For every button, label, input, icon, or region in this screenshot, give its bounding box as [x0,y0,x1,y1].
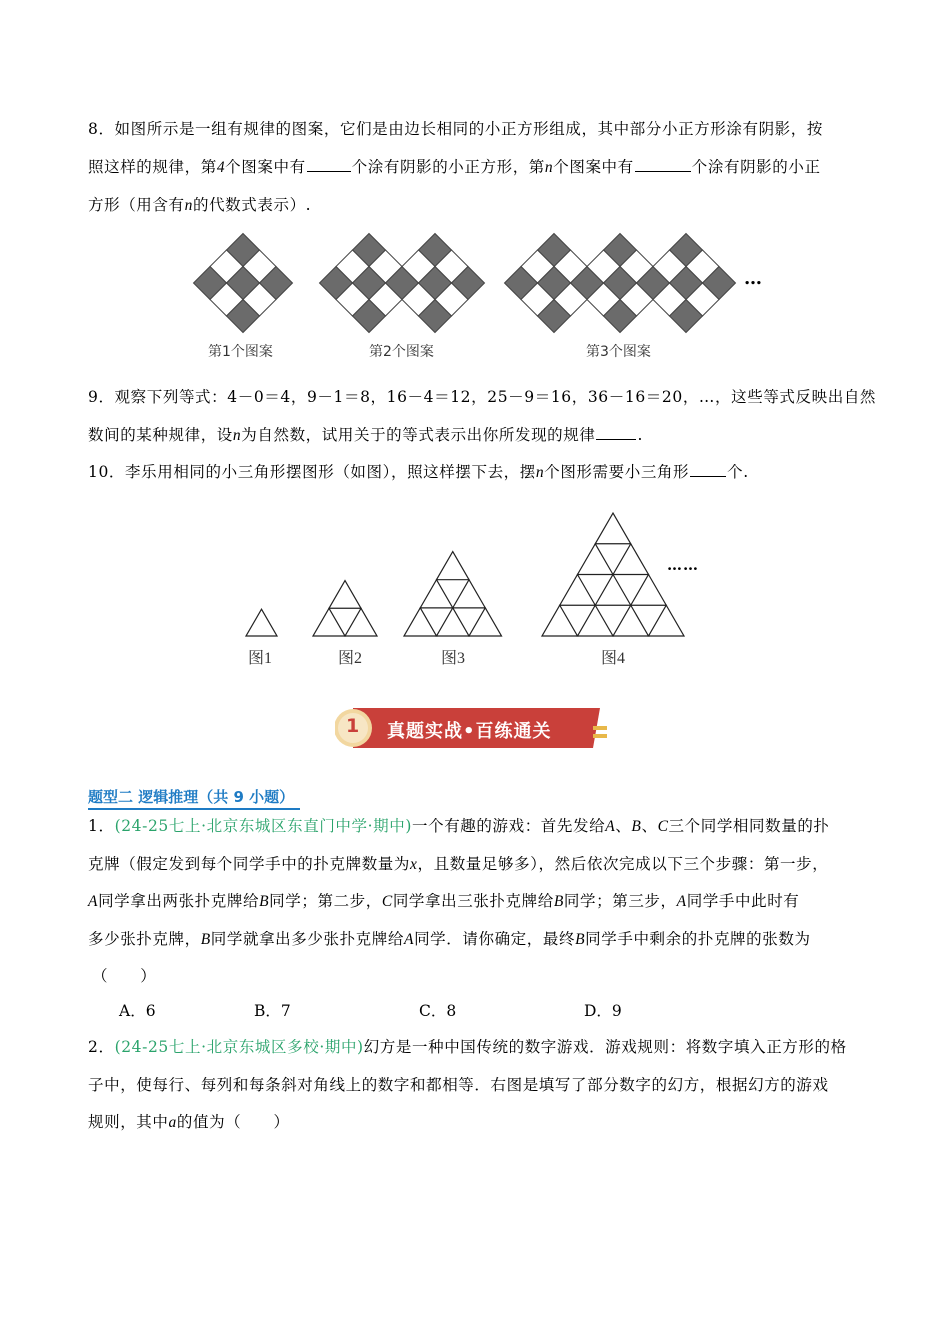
option-c[interactable]: C．8 [419,1002,457,1020]
triangle-caption-4: 图4 [601,650,626,667]
small-triangle [329,581,361,609]
triangle-figures [0,0,950,640]
option-b[interactable]: B．7 [254,1002,291,1020]
small-triangle [469,608,502,636]
pattern-caption-2: 第2个图案 [369,344,434,360]
small-triangle [613,605,649,636]
small-triangle [420,580,453,608]
q10-line-1: 10．李乐用相同的小三角形摆图形（如图），照这样摆下去，摆n个图形需要小三角形 个. [88,463,749,481]
small-triangle [404,608,437,636]
section-title: 题型二 逻辑推理（共 9 小题） [88,786,300,810]
option-a[interactable]: A．6 [119,1002,156,1020]
banner-title: 真题实战•百练通关 [387,721,552,742]
p1-line-4: 多少张扑克牌，B同学就拿出多少张扑克牌给A同学．请你确定，最终B同学手中剩余的扑克牌的张数为 [88,930,811,948]
triangle-ellipsis: …… [667,556,699,574]
p1-line-1: 1．(24-25七上·北京东城区东直门中学·期中)一个有趣的游戏：首先发给A、B、C三个同学相同数量的扑 [88,817,830,835]
small-triangle [437,552,470,580]
p1-answer-paren: （ ） [92,967,157,985]
small-triangle [345,608,377,636]
p2-line-3: 规则，其中a的值为（ ） [88,1113,290,1131]
q8-line-3: 方形（用含有n的代数式表示）. [88,196,312,214]
triangle-caption-1: 图1 [248,650,273,667]
section-banner [335,706,615,750]
pattern-caption-3: 第3个图案 [586,344,651,360]
option-d[interactable]: D．9 [584,1002,622,1020]
small-triangle [631,575,667,606]
triangle-caption-2: 图2 [338,650,363,667]
small-triangle [595,513,631,544]
triangle-caption-3: 图3 [441,650,466,667]
q8-line-1: 8．如图所示是一组有规律的图案，它们是由边长相同的小正方形组成，其中部分小正方形涂有阴影，按 [88,120,823,138]
q9-line-1: 9．观察下列等式：4－0＝4，9－1＝8，16－4＝12，25－9＝16，36－16＝20，…，这些等式反映出自然 [88,388,877,406]
small-triangle [542,605,578,636]
p1-line-2: 克牌（假定发到每个同学手中的扑克牌数量为x，且数量足够多），然后依次完成以下三个步骤：第一步， [88,855,829,873]
pattern-caption-1: 第1个图案 [208,344,273,360]
small-triangle [595,575,631,606]
small-triangle [246,609,277,636]
p2-line-1: 2．(24-25七上·北京东城区多校·期中)幻方是一种中国传统的数字游戏．游戏规则：将数字填入正方形的格 [88,1038,847,1056]
small-triangle [649,605,685,636]
small-triangle [613,544,649,575]
source-tag: (24-25七上·北京东城区东直门中学·期中) [114,817,412,835]
q9-line-2: 数间的某种规律，设n为自然数，试用关于的等式表示出你所发现的规律 . [88,426,643,444]
small-triangle [313,608,345,636]
source-tag: (24-25七上·北京东城区多校·期中) [114,1038,364,1056]
small-triangle [560,575,596,606]
q8-line-2: 照这样的规律，第4个图案中有 个涂有阴影的小正方形，第n个图案中有 个涂有阴影的小正 [88,158,821,176]
pattern-ellipsis: … [744,268,762,289]
small-triangle [453,580,486,608]
banner-number: 1 [346,715,360,737]
p2-line-2: 子中，使每行、每列和每条斜对角线上的数字和都相等．右图是填写了部分数字的幻方，根据幻方的游戏 [88,1076,829,1094]
p1-line-3: A同学拿出两张扑克牌给B同学；第二步，C同学拿出三张扑克牌给B同学；第三步，A同学手中此时有 [88,892,800,910]
small-triangle [578,544,614,575]
small-triangle [437,608,470,636]
small-triangle [578,605,614,636]
